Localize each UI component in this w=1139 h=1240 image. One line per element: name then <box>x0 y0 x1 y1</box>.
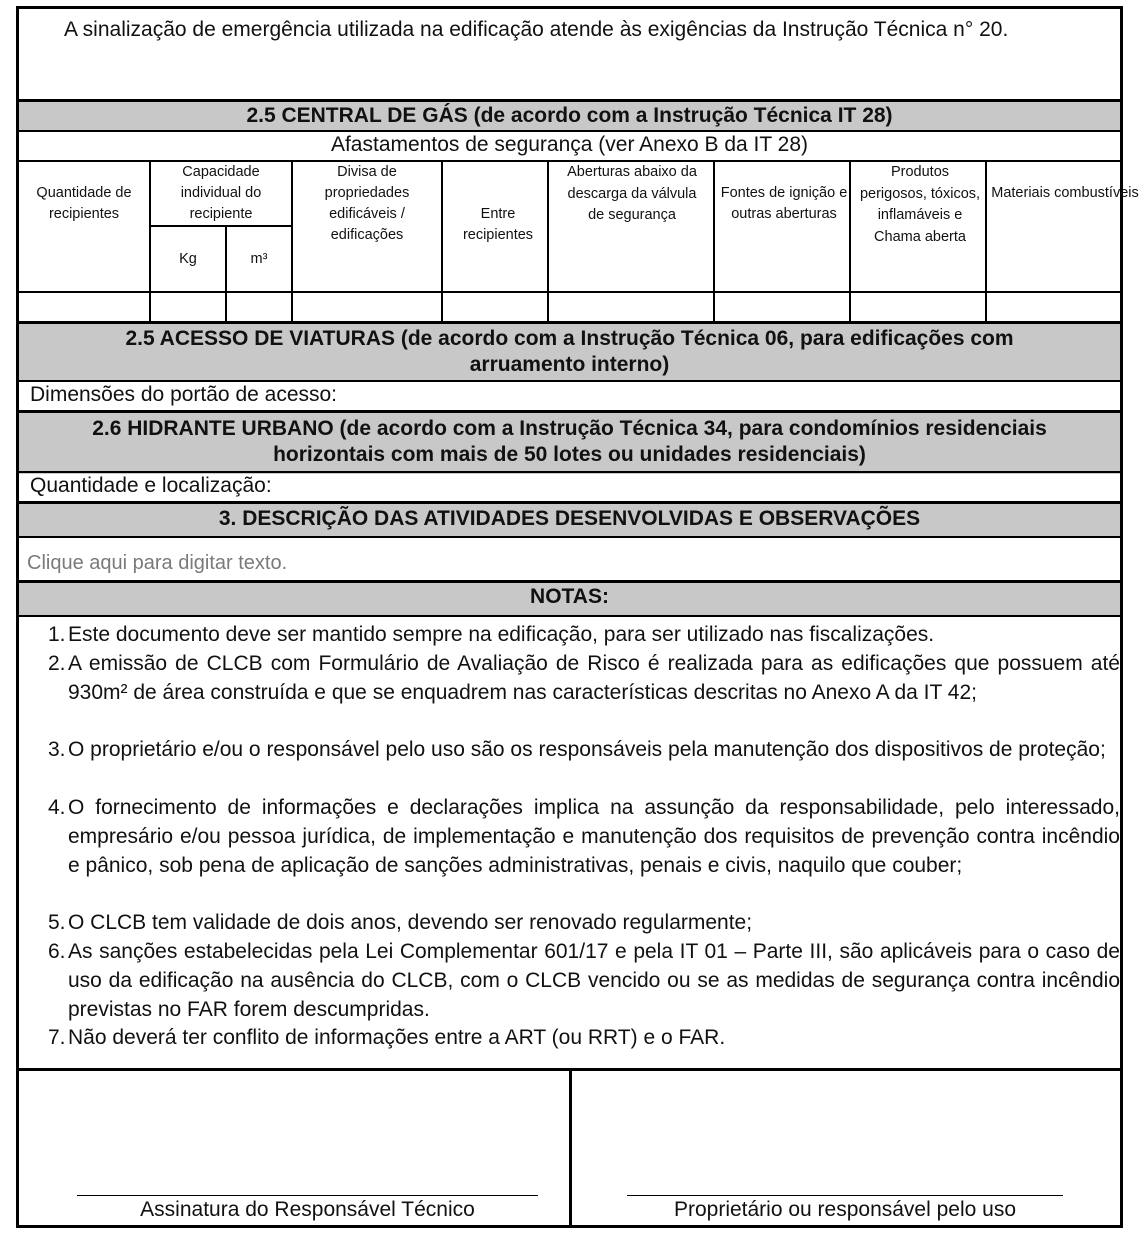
cell-materiais[interactable] <box>987 293 1120 321</box>
cell-kg[interactable] <box>151 293 225 321</box>
intro-text: A sinalização de emergência utilizada na edificação atende às exigências da Instrução Técnica n° 20. <box>64 18 1009 41</box>
note-number: 6. <box>48 940 66 963</box>
col-header-m3: m³ <box>250 251 268 267</box>
section-heading-hidrante-urbano <box>19 413 1120 474</box>
note-number: 1. <box>48 623 66 646</box>
divider <box>16 130 1123 132</box>
col-header-produtos: Produtos perigosos, tóxicos, inflamáveis e Chama aberta <box>859 164 981 245</box>
table-row-divider <box>149 225 293 227</box>
divider <box>16 615 1123 617</box>
note-text: As sanções estabelecidas pela Lei Complementar 601/17 e pela IT 01 – Parte III, são aplicáveis para o caso de uso da edificação na ausência do CLCB, com o CLCB vencido ou se as medidas de segurança contra incêndio previstas no FAR forem descumpridas. <box>68 940 1120 1021</box>
cell-produtos[interactable] <box>851 293 985 321</box>
section-heading-central-gas: 2.5 CENTRAL DE GÁS (de acordo com a Instrução Técnica IT 28) <box>19 102 1120 130</box>
field-label-quantidade-localizacao: Quantidade e localização: <box>30 474 272 497</box>
section-heading-descricao: 3. DESCRIÇÃO DAS ATIVIDADES DESENVOLVIDAS E OBSERVAÇÕES <box>19 504 1120 536</box>
section-heading-notas: NOTAS: <box>19 583 1120 615</box>
signature-line <box>627 1195 1063 1196</box>
section-heading-acesso-viaturas <box>19 324 1120 382</box>
cell-entre[interactable] <box>443 293 547 321</box>
heading-line: horizontais com mais de 50 lotes ou unidades residenciais) <box>273 443 866 466</box>
heading-line: 2.5 ACESSO DE VIATURAS (de acordo com a Instrução Técnica 06, para edificações com <box>125 327 1014 350</box>
note-number: 5. <box>48 911 66 934</box>
note-number: 3. <box>48 738 66 761</box>
note-item <box>48 649 1120 707</box>
note-text: Este documento deve ser mantido sempre na edificação, para ser utilizado nas fiscalizações. <box>68 623 935 646</box>
descricao-text-field[interactable]: Clique aqui para digitar texto. <box>27 552 288 574</box>
note-item <box>48 908 1120 937</box>
cell-divisa[interactable] <box>293 293 441 321</box>
col-header-fontes: Fontes de ignição e outras aberturas <box>720 185 848 222</box>
col-header-entre: Entre recipientes <box>462 206 534 243</box>
col-header-materiais: Materiais combustíveis <box>991 185 1139 201</box>
gas-subheading: Afastamentos de segurança (ver Anexo B da IT 28) <box>330 133 809 156</box>
dimensoes-portao-field[interactable] <box>370 383 1118 409</box>
field-label-dimensoes-portao: Dimensões do portão de acesso: <box>30 383 338 406</box>
note-number: 7. <box>48 1026 66 1049</box>
heading-line: arruamento interno) <box>469 353 670 376</box>
col-header-quantidade: Quantidade de recipientes <box>36 185 132 222</box>
heading-line: 2.6 HIDRANTE URBANO (de acordo com a Instrução Técnica 34, para condomínios residenciais <box>92 417 1047 440</box>
quantidade-localizacao-field[interactable] <box>300 474 1118 500</box>
cell-fontes[interactable] <box>715 293 849 321</box>
note-text: A emissão de CLCB com Formulário de Avaliação de Risco é realizada para as edificações que possuem até 930m² de área construída e que se enquadrem nas características descritas no Anexo A da IT 42; <box>68 652 1120 704</box>
signature-area-responsavel-tecnico[interactable] <box>19 1071 569 1191</box>
signature-area-proprietario[interactable] <box>572 1071 1120 1191</box>
col-header-kg: Kg <box>179 251 197 267</box>
signature-label-responsavel-tecnico: Assinatura do Responsável Técnico <box>140 1198 475 1221</box>
note-item <box>48 937 1120 1024</box>
divider <box>16 536 1123 538</box>
note-item <box>48 1023 1120 1052</box>
note-item <box>48 620 1120 649</box>
cell-aberturas[interactable] <box>549 293 713 321</box>
note-text: O CLCB tem validade de dois anos, devendo ser renovado regularmente; <box>68 911 753 934</box>
note-text: Não deverá ter conflito de informações entre a ART (ou RRT) e o FAR. <box>68 1026 726 1049</box>
note-text: O proprietário e/ou o responsável pelo uso são os responsáveis pela manutenção dos dispositivos de proteção; <box>68 738 1106 761</box>
note-item <box>48 735 1120 764</box>
note-item <box>48 793 1120 880</box>
divider <box>16 380 1123 382</box>
note-number: 4. <box>48 796 66 819</box>
note-text: O fornecimento de informações e declarações implica na assunção da responsabilidade, pelo interessado, empresário e/ou pessoa jurídica, de implementação e manutenção dos requisitos de prevenção contra incêndio e pânico, sob pena de aplicação de sanções administrativas, penais e civis, naquilo que couber; <box>68 796 1120 877</box>
signature-line <box>77 1195 538 1196</box>
col-header-aberturas: Aberturas abaixo da descarga da válvula de segurança <box>567 164 697 223</box>
divider <box>16 471 1123 473</box>
col-header-capacidade: Capacidade individual do recipiente <box>180 164 262 222</box>
cell-quantidade[interactable] <box>19 293 149 321</box>
cell-m3[interactable] <box>227 293 291 321</box>
note-number: 2. <box>48 652 66 675</box>
signature-label-proprietario: Proprietário ou responsável pelo uso <box>673 1198 1017 1221</box>
col-header-divisa: Divisa de propriedades edificáveis / edificações <box>324 164 410 243</box>
